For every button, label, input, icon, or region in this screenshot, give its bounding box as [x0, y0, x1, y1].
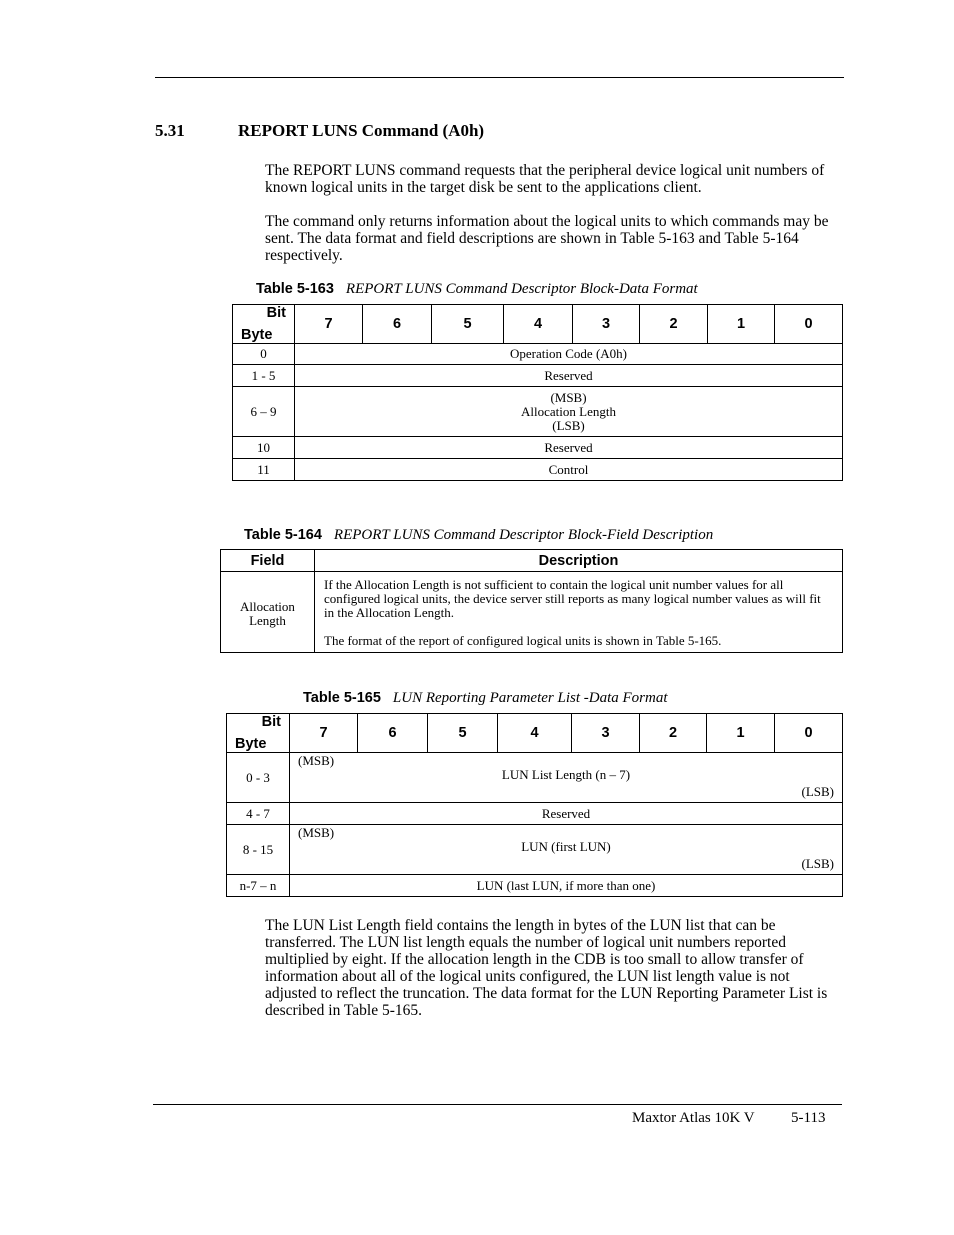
footer-product: Maxtor Atlas 10K V: [632, 1110, 755, 1126]
bit-column-header: 1: [707, 714, 775, 753]
byte-cell: 0 - 3: [227, 753, 290, 803]
table-163-title: REPORT LUNS Command Descriptor Block-Data Format: [345, 281, 698, 297]
field-cell: Reserved: [295, 365, 843, 387]
byte-cell: 1 - 5: [233, 365, 295, 387]
bit-column-header: 5: [428, 714, 498, 753]
table-row: [227, 803, 843, 825]
bit-column-header: 0: [775, 714, 843, 753]
byte-cell: 0: [233, 344, 295, 365]
field-cell: Operation Code (A0h): [295, 344, 843, 365]
section-title: REPORT LUNS Command (A0h): [238, 121, 485, 140]
table-163-label: Table 5-163: [256, 281, 334, 297]
table-165: [226, 713, 843, 897]
table-165-caption: [303, 690, 668, 707]
intro-paragraph-1: The REPORT LUNS command requests that the peripheral device logical unit numbers of known logical units in the target disk be sent to the applications client.: [265, 162, 825, 196]
bit-column-header: 6: [363, 305, 432, 344]
byte-cell: 10: [233, 437, 295, 459]
byte-cell: 8 - 15: [227, 825, 290, 875]
page-number: 5-113: [791, 1110, 826, 1126]
byte-cell: 11: [233, 459, 295, 481]
bit-column-header: 3: [573, 305, 640, 344]
description-text: The format of the report of configured logical units is shown in Table 5-165.: [324, 632, 722, 648]
section-number: 5.31: [155, 121, 185, 140]
table-164-caption: [244, 527, 713, 544]
byte-label: Byte: [235, 736, 267, 752]
bit-column-header: 2: [640, 305, 708, 344]
description-text: If the Allocation Length is not sufficient to contain the logical unit number values for all configured logical units, the device server still reports as many logical number values as will fit in the Allocation Length.: [324, 576, 821, 620]
description-cell: [315, 576, 843, 653]
field-cell: [290, 825, 843, 875]
lsb-label: (LSB): [552, 417, 585, 433]
bit-column-header: 5: [432, 305, 504, 344]
field-name: LUN (first LUN): [521, 839, 611, 854]
bit-byte-header: [233, 305, 295, 344]
msb-label: (MSB): [298, 753, 335, 768]
bit-byte-header: [227, 714, 290, 753]
table-163-caption: [256, 281, 698, 298]
table-165-label: Table 5-165: [303, 690, 381, 706]
header-rule: [155, 77, 844, 78]
bit-column-header: 4: [504, 305, 573, 344]
bit-label: Bit: [266, 305, 286, 321]
byte-label: Byte: [241, 327, 273, 343]
bit-column-header: 3: [572, 714, 640, 753]
table-row: [233, 344, 843, 365]
byte-cell: 6 – 9: [233, 387, 295, 437]
table-row: [227, 753, 843, 803]
bit-column-header: 7: [295, 305, 363, 344]
bit-column-header: 1: [708, 305, 775, 344]
msb-label: (MSB): [550, 389, 587, 405]
table-164-label: Table 5-164: [244, 527, 322, 543]
bit-column-header: 7: [290, 714, 358, 753]
msb-label: (MSB): [298, 825, 335, 840]
table-row: [233, 459, 843, 481]
table-row: [227, 825, 843, 875]
table-row: [233, 365, 843, 387]
lsb-label: (LSB): [801, 856, 834, 871]
table-header-row: [227, 714, 843, 753]
bit-label: Bit: [261, 714, 281, 730]
field-cell: LUN (last LUN, if more than one): [290, 875, 843, 897]
lsb-label: (LSB): [801, 784, 834, 799]
table-164-title: REPORT LUNS Command Descriptor Block-Field Description: [333, 527, 714, 543]
table-165-title: LUN Reporting Parameter List -Data Format: [392, 690, 668, 706]
byte-cell: n-7 – n: [227, 875, 290, 897]
field-cell: [290, 753, 843, 803]
field-cell: Allocation Length: [221, 576, 315, 653]
field-name: LUN List Length (n – 7): [501, 767, 631, 782]
field-cell: Reserved: [290, 803, 843, 825]
table-row: [221, 576, 843, 653]
table-163: [232, 304, 843, 481]
field-cell: [295, 387, 843, 437]
description-header: Description: [315, 550, 843, 572]
section-heading: [155, 121, 484, 141]
field-cell: Control: [295, 459, 843, 481]
table-row: [233, 387, 843, 437]
field-header: Field: [221, 550, 315, 572]
table-164: [220, 549, 843, 653]
table-header-row: [221, 550, 843, 572]
bit-column-header: 6: [358, 714, 428, 753]
field-name: Allocation Length: [521, 403, 616, 419]
table-header-row: [233, 305, 843, 344]
byte-cell: 4 - 7: [227, 803, 290, 825]
closing-paragraph: The LUN List Length field contains the length in bytes of the LUN list that can be transferred. The LUN list length equals the number of logical unit numbers reported multiplied by eight. If the allocation length in the CDB is too small to allow transfer of information about all of the logical units configured, the LUN list length value is not adjusted to reflect the truncation. The data format for the LUN Reporting Parameter List is described in Table 5-165.: [265, 917, 828, 1019]
footer-rule: [153, 1104, 842, 1105]
intro-paragraph-2: The command only returns information about the logical units to which commands may be sent. The data format and field descriptions are shown in Table 5-163 and Table 5-164 respectively.: [265, 213, 829, 264]
field-cell: Reserved: [295, 437, 843, 459]
bit-column-header: 2: [640, 714, 707, 753]
bit-column-header: 0: [775, 305, 843, 344]
table-row: [233, 437, 843, 459]
bit-column-header: 4: [498, 714, 572, 753]
table-row: [227, 875, 843, 897]
